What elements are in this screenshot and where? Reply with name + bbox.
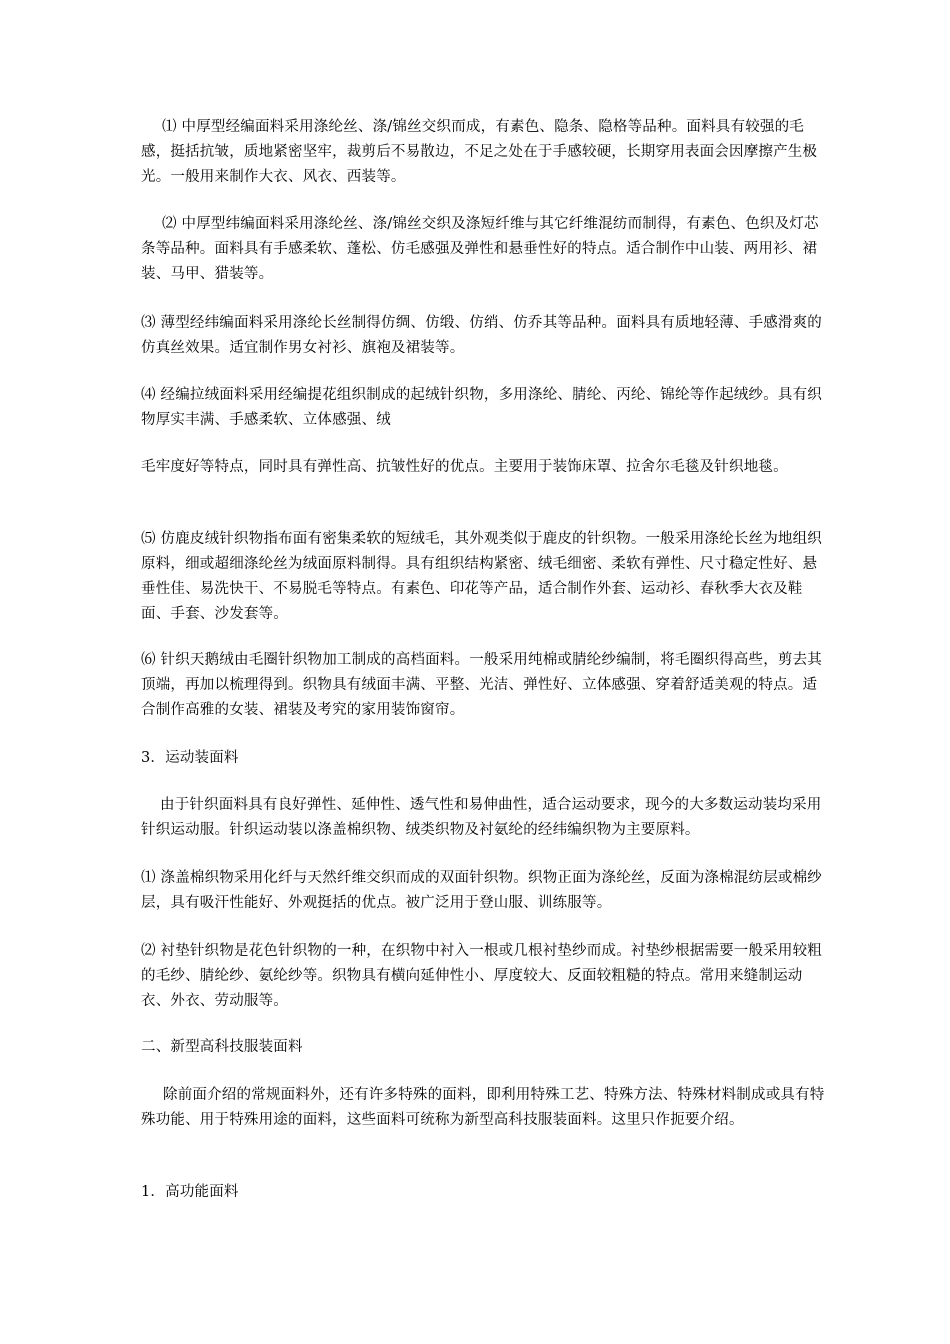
paragraph-thin-warp-weft-knit: ⑶ 薄型经纬编面料采用涤纶长丝制得仿绸、仿缎、仿绡、仿乔其等品种。面料具有质地轻薄、手感滑爽的仿真丝效果。适宜制作男女衬衫、旗袍及裙装等。	[141, 315, 823, 356]
paragraph-knit-velvet: ⑹ 针织天鹅绒由毛圈针织物加工制成的高档面料。一般采用纯棉或腈纶纱编制，将毛圈织得高些，剪去其顶端，再加以梳理得到。织物具有绒面丰满、平整、光洁、弹性好、立体感强、穿着舒适美观的特点。适合制作高雅的女装、裙装及考究的家用装饰窗帘。	[141, 652, 823, 718]
paragraph-medium-thick-warp-knit: ⑴ 中厚型经编面料采用涤纶丝、涤/锦丝交织而成，有素色、隐条、隐格等品种。面料具有较强的毛感，挺括抗皱，质地紧密坚牢，裁剪后不易散边，不足之处在于手感较硬，长期穿用表面会因摩擦产生极光。一般用来制作大衣、风衣、西装等。	[141, 119, 818, 185]
heading-high-function-fabric: 1．高功能面料	[141, 1184, 239, 1200]
paragraph-warp-knit-napped: ⑷ 经编拉绒面料采用经编提花组织制成的起绒针织物，多用涤纶、腈纶、丙纶、锦纶等作起绒纱。具有织物厚实丰满、手感柔软、立体感强、绒	[141, 387, 823, 428]
paragraph-poly-cotton-knit: ⑴ 涤盖棉织物采用化纤与天然纤维交织而成的双面针织物。织物正面为涤纶丝，反面为涤棉混纺层或棉纱层，具有吸汗性能好、外观挺括的优点。被广泛用于登山服、训练服等。	[141, 870, 823, 911]
paragraph-warp-knit-napped-continued: 毛牢度好等特点，同时具有弹性高、抗皱性好的优点。主要用于装饰床罩、拉舍尔毛毯及针织地毯。	[141, 459, 788, 475]
paragraph-laid-in-knit: ⑵ 衬垫针织物是花色针织物的一种，在织物中衬入一根或几根衬垫纱而成。衬垫纱根据需要一般采用较粗的毛纱、腈纶纱、氨纶纱等。织物具有横向延伸性小、厚度较大、反面较粗糙的特点。常用来缝制运动衣、外衣、劳动服等。	[141, 943, 823, 1009]
heading-new-hightech-fabric: 二、新型高科技服装面料	[141, 1039, 303, 1055]
paragraph-sportswear-intro: 由于针织面料具有良好弹性、延伸性、透气性和易伸曲性，适合运动要求，现今的大多数运动装均采用针织运动服。针织运动装以涤盖棉织物、绒类织物及衬氨纶的经纬编织物为主要原料。	[141, 797, 822, 838]
paragraph-hightech-intro: 除前面介绍的常规面料外，还有许多特殊的面料，即利用特殊工艺、特殊方法、特殊材料制成或具有特殊功能、用于特殊用途的面料，这些面料可统称为新型高科技服装面料。这里只作扼要介绍。	[141, 1087, 825, 1128]
paragraph-medium-thick-weft-knit: ⑵ 中厚型纬编面料采用涤纶丝、涤/锦丝交织及涤短纤维与其它纤维混纺而制得，有素色、色织及灯芯条等品种。面料具有手感柔软、蓬松、仿毛感强及弹性和悬垂性好的特点。适合制作中山装、两用衫、裙装、马甲、猎装等。	[141, 216, 819, 282]
heading-sportswear-fabric: 3．运动装面料	[141, 750, 239, 766]
paragraph-faux-suede-knit: ⑸ 仿鹿皮绒针织物指布面有密集柔软的短绒毛，其外观类似于鹿皮的针织物。一般采用涤纶长丝为地组织原料，细或超细涤纶丝为绒面原料制得。具有组织结构紧密、绒毛细密、柔软有弹性、尺寸稳定性好、悬垂性佳、易洗快干、不易脱毛等特点。有素色、印花等产品，适合制作外套、运动衫、春秋季大衣及鞋面、手套、沙发套等。	[141, 531, 823, 622]
